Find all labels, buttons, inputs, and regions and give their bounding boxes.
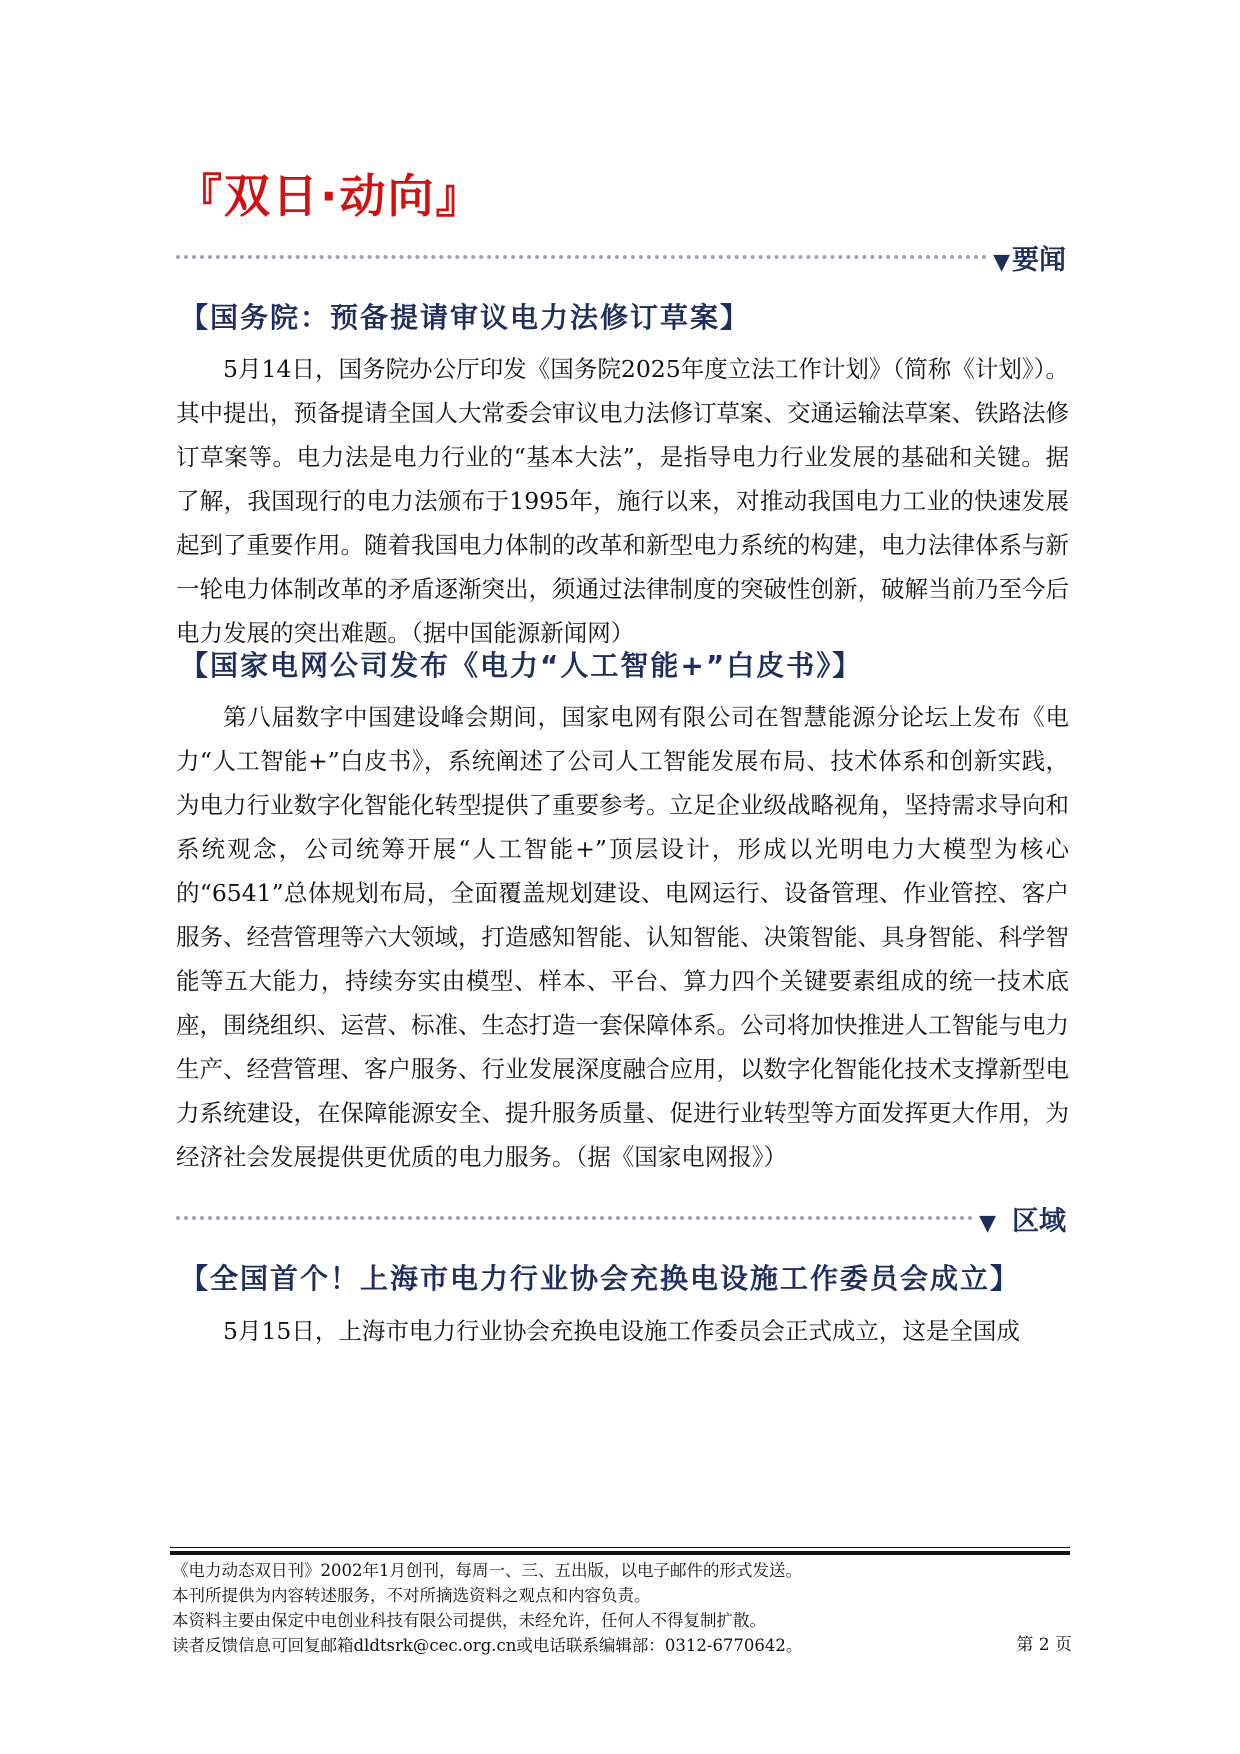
article-headline: 【国家电网公司发布《电力“人工智能+”白皮书》】: [180, 649, 863, 682]
article-body: 5月15日，上海市电力行业协会充换电设施工作委员会正式成立，这是全国成: [223, 1317, 1020, 1345]
footer-line: 《电力动态双日刊》2002年1月创刊，每周一、三、五出版，以电子邮件的形式发送。: [172, 1561, 802, 1580]
footer-line: 本资料主要由保定中电创业科技有限公司提供，未经允许，任何人不得复制扩散。: [172, 1611, 766, 1630]
article-headline: 【全国首个！上海市电力行业协会充换电设施工作委员会成立】: [180, 1262, 1021, 1295]
section-divider-news: [176, 237, 1066, 277]
triangle-down-icon: ▼: [979, 1210, 996, 1236]
page-number: 第 2 页: [1016, 1635, 1072, 1655]
section-label-text: 区域: [1012, 1205, 1066, 1237]
article-body: 第八届数字中国建设峰会期间，国家电网有限公司在智慧能源分论坛上发布《电力“人工智能+”白皮书》，系统阐述了公司人工智能发展布局、技术体系和创新实践，为电力行业数字化智能化转型提供了重要参考。立足企业级战略视角，坚持需求导向和系统观念，公司统筹开展“人工智能+”顶层设计，形成以光明电力大模型为核心的“6541”总体规划布局，全面覆盖规划建设、电网运行、设备管理、作业管控、客户服务、经营管理等六大领域，打造感知智能、认知智能、决策智能、具身智能、科学智能等五大能力，持续夯实由模型、样本、平台、算力四个关键要素组成的统一技术底座，围绕组织、运营、标准、生态打造一套保障体系。公司将加快推进人工智能与电力生产、经营管理、客户服务、行业发展深度融合应用，以数字化智能化技术支撑新型电力系统建设，在保障能源安全、提升服务质量、促进行业转型等方面发挥更大作用，为经济社会发展提供更优质的电力服务。（据《国家电网报》）: [176, 703, 1069, 1171]
dotted-rule: [176, 1216, 973, 1220]
footer: [172, 1558, 1072, 1658]
section-label-region: [979, 1199, 1066, 1238]
section-label-text: 要闻: [1012, 244, 1066, 276]
footer-rule: [170, 1547, 1070, 1548]
article-body: 5月14日，国务院办公厅印发《国务院2025年度立法工作计划》（简称《计划》）。其中提出，预备提请全国人大常委会审议电力法修订草案、交通运输法草案、铁路法修订草案等。电力法是电力行业的“基本大法”，是指导电力行业发展的基础和关键。据了解，我国现行的电力法颁布于1995年，施行以来，对推动我国电力工业的快速发展起到了重要作用。随着我国电力体制的改革和新型电力系统的构建，电力法律体系与新一轮电力体制改革的矛盾逐渐突出，须通过法律制度的突破性创新，破解当前乃至今后电力发展的突出难题。（据中国能源新闻网）: [176, 355, 1069, 647]
article-headline: 【国务院：预备提请审议电力法修订草案】: [180, 301, 751, 334]
footer-rule-thick: [170, 1551, 1070, 1555]
footer-line: 读者反馈信息可回复邮箱dldtsrk@cec.org.cn或电话联系编辑部：0312-6770642。: [172, 1636, 803, 1655]
section-label-news: [993, 238, 1066, 277]
masthead-title: 『双日·动向』: [176, 169, 484, 223]
dotted-rule: [176, 255, 987, 259]
triangle-down-icon: ▼: [993, 249, 1010, 275]
section-divider-region: [176, 1198, 1066, 1238]
footer-line: 本刊所提供为内容转述服务，不对所摘选资料之观点和内容负责。: [172, 1586, 651, 1605]
